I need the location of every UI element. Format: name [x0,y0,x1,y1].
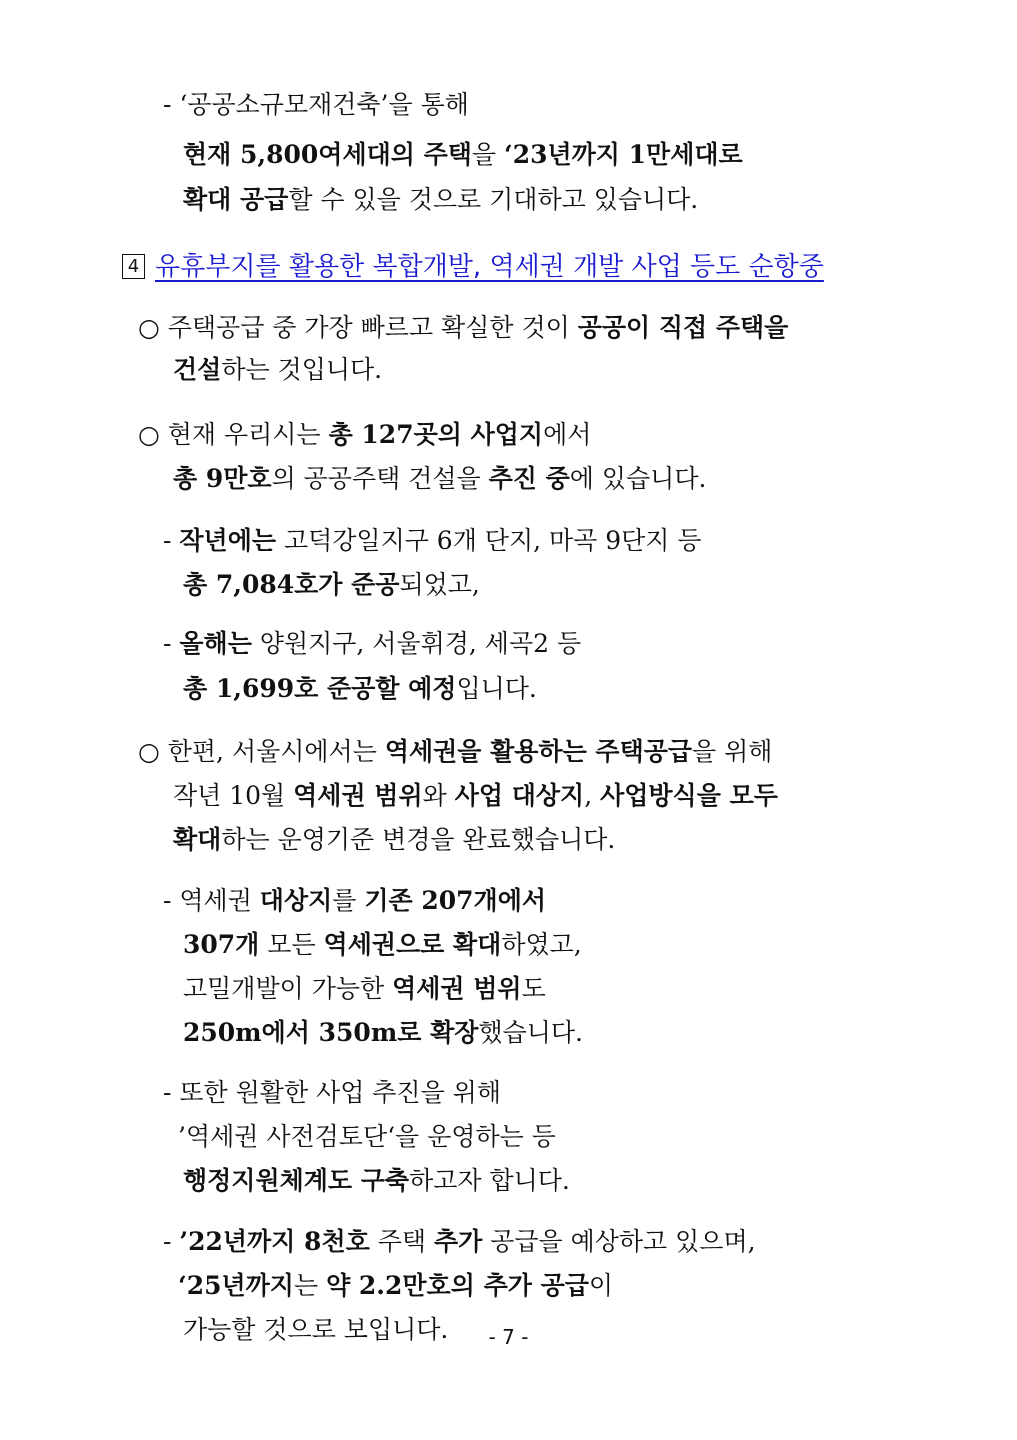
text: - [163,526,180,555]
text: ○ 한편, 서울시에서는 [138,737,385,766]
text: - 또한 원활한 사업 추진을 위해 [163,1078,501,1107]
text: 에 있습니다. [569,464,707,493]
text-line [183,972,546,1006]
text: 할 수 있을 것으로 기대하고 있습니다. [288,185,699,214]
bold-text: 행정지원체계도 구축 [183,1166,410,1195]
text: 모든 [259,930,324,959]
bold-text: 총 127곳의 사업지 [328,420,544,449]
bold-text: 대상지 [259,886,333,915]
text-line [183,1016,583,1050]
section-title: 유휴부지를 활용한 복합개발, 역세권 개발 사업 등도 순항중 [155,252,824,282]
text: - 역세권 [163,886,260,915]
text: ○ 주택공급 중 가장 빠르고 확실한 것이 [138,313,578,342]
text: 양원지구, 서울휘경, 세곡2 등 [251,629,582,658]
text-line [178,1269,613,1303]
page-number: - 7 - [488,1325,529,1349]
bold-text: 총 1,699호 준공할 예정 [183,674,457,703]
text-line [183,138,743,172]
text: 이 [588,1271,614,1300]
bold-text: 약 2.2만호의 추가 공급 [326,1271,589,1300]
bold-text: ‘23년까지 1만세대로 [504,140,743,169]
text: 하는 것입니다. [221,355,383,384]
bold-text: 250m에서 350m로 확장 [183,1018,479,1047]
text-line [183,928,582,962]
text: 작년 10월 [173,781,294,810]
text-line [173,779,778,813]
text-line [173,823,615,857]
text-line [173,353,382,387]
text: 가능할 것으로 보입니다. [183,1315,449,1344]
bold-text: 확대 [173,825,222,854]
bold-text: 현재 5,800여세대의 주택 [183,140,472,169]
bold-text: 총 9만호 [173,464,272,493]
text-line [183,672,537,706]
bold-text: ‘25년까지 [178,1271,294,1300]
bold-text: 307개 [183,930,260,959]
text-line [178,1120,556,1154]
text: 하였고, [501,930,582,959]
text-line [138,311,788,345]
text: 을 위해 [692,737,773,766]
section-number-box: 4 [122,254,145,279]
text: - [163,1227,180,1256]
bold-text: 올해는 [179,629,252,658]
text: ○ 현재 우리시는 [138,420,329,449]
text: 되었고, [399,570,480,599]
text-line [163,884,546,918]
text-line [163,627,581,661]
bold-text: 추진 중 [488,464,570,493]
text-line [138,735,772,769]
section-heading [122,250,824,284]
bold-text: 공공이 직접 주택을 [577,313,789,342]
bold-text: 역세권으로 확대 [323,930,502,959]
text: 고밀개발이 가능한 [183,974,393,1003]
bold-text: 기존 207개에서 [364,886,546,915]
text: 을 [471,140,505,169]
text: 에서 [543,420,592,449]
text: 고덕강일지구 6개 단지, 마곡 9단지 등 [276,526,702,555]
text-line [183,568,480,602]
text-line [163,1076,501,1110]
bold-text: 확대 공급 [183,185,289,214]
text: 하고자 합니다. [409,1166,570,1195]
bold-text: 역세권을 활용하는 주택공급 [384,737,693,766]
bold-text: 추가 [433,1227,483,1256]
text-line [163,88,469,122]
text: 했습니다. [478,1018,583,1047]
bold-text: 총 7,084호가 준공 [183,570,400,599]
text: 공급을 예상하고 있으며, [482,1227,756,1256]
bold-text: 역세권 범위 [392,974,522,1003]
text: ’역세권 사전검토단‘을 운영하는 등 [178,1122,556,1151]
text: 도 [521,974,546,1003]
bold-text: 사업 대상지 [454,781,585,810]
text-line [173,462,706,496]
text: - ‘공공소규모재건축’을 통해 [163,90,469,119]
bold-text: 사업방식을 모두 [600,781,778,810]
text-line [163,524,702,558]
bold-text: 작년에는 [179,526,277,555]
text: 의 공공주택 건설을 [271,464,489,493]
text: 는 [293,1271,327,1300]
text-line [138,418,591,452]
text: , [584,781,601,810]
text: - [163,629,180,658]
text-line [163,1225,756,1259]
text-line [183,183,698,217]
text: 와 [422,781,455,810]
bold-text: 역세권 범위 [293,781,423,810]
text: 하는 운영기준 변경을 완료했습니다. [221,825,616,854]
text: 주택 [369,1227,434,1256]
text: 입니다. [456,674,537,703]
bold-text: ’22년까지 8천호 [179,1227,370,1256]
text-line [183,1164,570,1198]
bold-text: 건설 [173,355,222,384]
text: 를 [332,886,365,915]
